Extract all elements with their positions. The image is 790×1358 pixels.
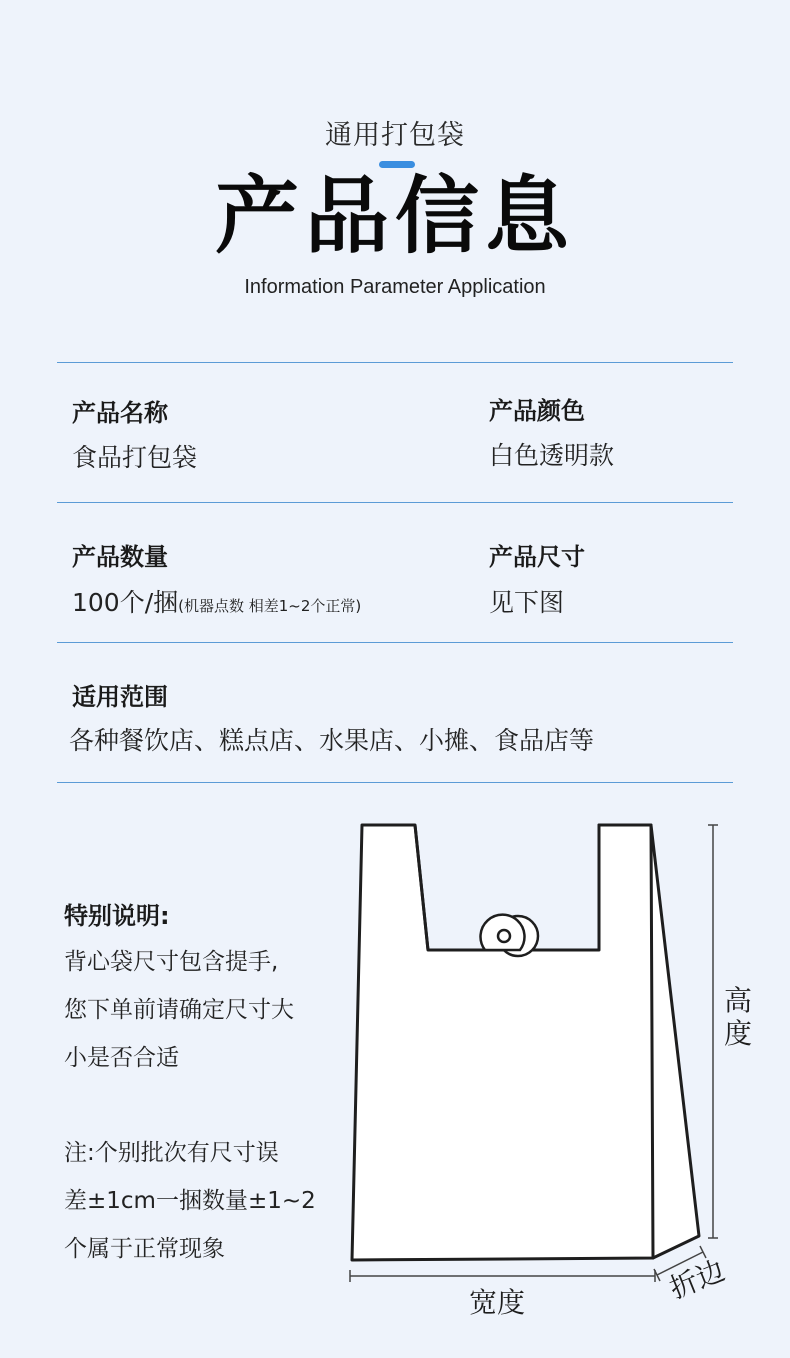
product-color-value: 白色透明款 xyxy=(489,441,615,470)
height-dimension xyxy=(708,825,718,1238)
english-subtitle: Information Parameter Application xyxy=(244,276,546,298)
page-subtitle: 通用打包袋 xyxy=(325,120,465,151)
bag-front xyxy=(352,825,653,1260)
note-line: 小是否合适 xyxy=(64,1045,179,1071)
vest-bag-icon xyxy=(352,825,699,1260)
note-line: 您下单前请确定尺寸大 xyxy=(64,997,294,1023)
notes-title: 特别说明: xyxy=(64,902,170,930)
product-name-label: 产品名称 xyxy=(72,399,168,427)
product-name-value: 食品打包袋 xyxy=(72,443,198,472)
note-line: 背心袋尺寸包含提手, xyxy=(64,949,279,975)
product-quantity-label: 产品数量 xyxy=(72,543,168,571)
product-size-label: 产品尺寸 xyxy=(489,543,585,571)
hang-hole-icon xyxy=(481,915,539,956)
scope-value: 各种餐饮店、糕点店、水果店、小摊、食品店等 xyxy=(69,726,595,755)
quantity-text: 100个/捆 xyxy=(72,588,179,617)
width-label: 宽度 xyxy=(469,1286,526,1319)
product-color-label: 产品颜色 xyxy=(489,397,585,425)
page-title: 产品信息 xyxy=(214,167,575,265)
quantity-note: (机器点数 相差1~2个正常) xyxy=(178,597,362,615)
height-label: 高度 xyxy=(723,984,752,1050)
note-line: 注:个别批次有尺寸误 xyxy=(64,1140,279,1166)
fold-label: 折边 xyxy=(664,1253,730,1306)
note-line: 差±1cm一捆数量±1~2 xyxy=(64,1188,316,1214)
scope-label: 适用范围 xyxy=(72,683,168,711)
product-size-value: 见下图 xyxy=(489,588,565,617)
note-line: 个属于正常现象 xyxy=(64,1236,225,1262)
